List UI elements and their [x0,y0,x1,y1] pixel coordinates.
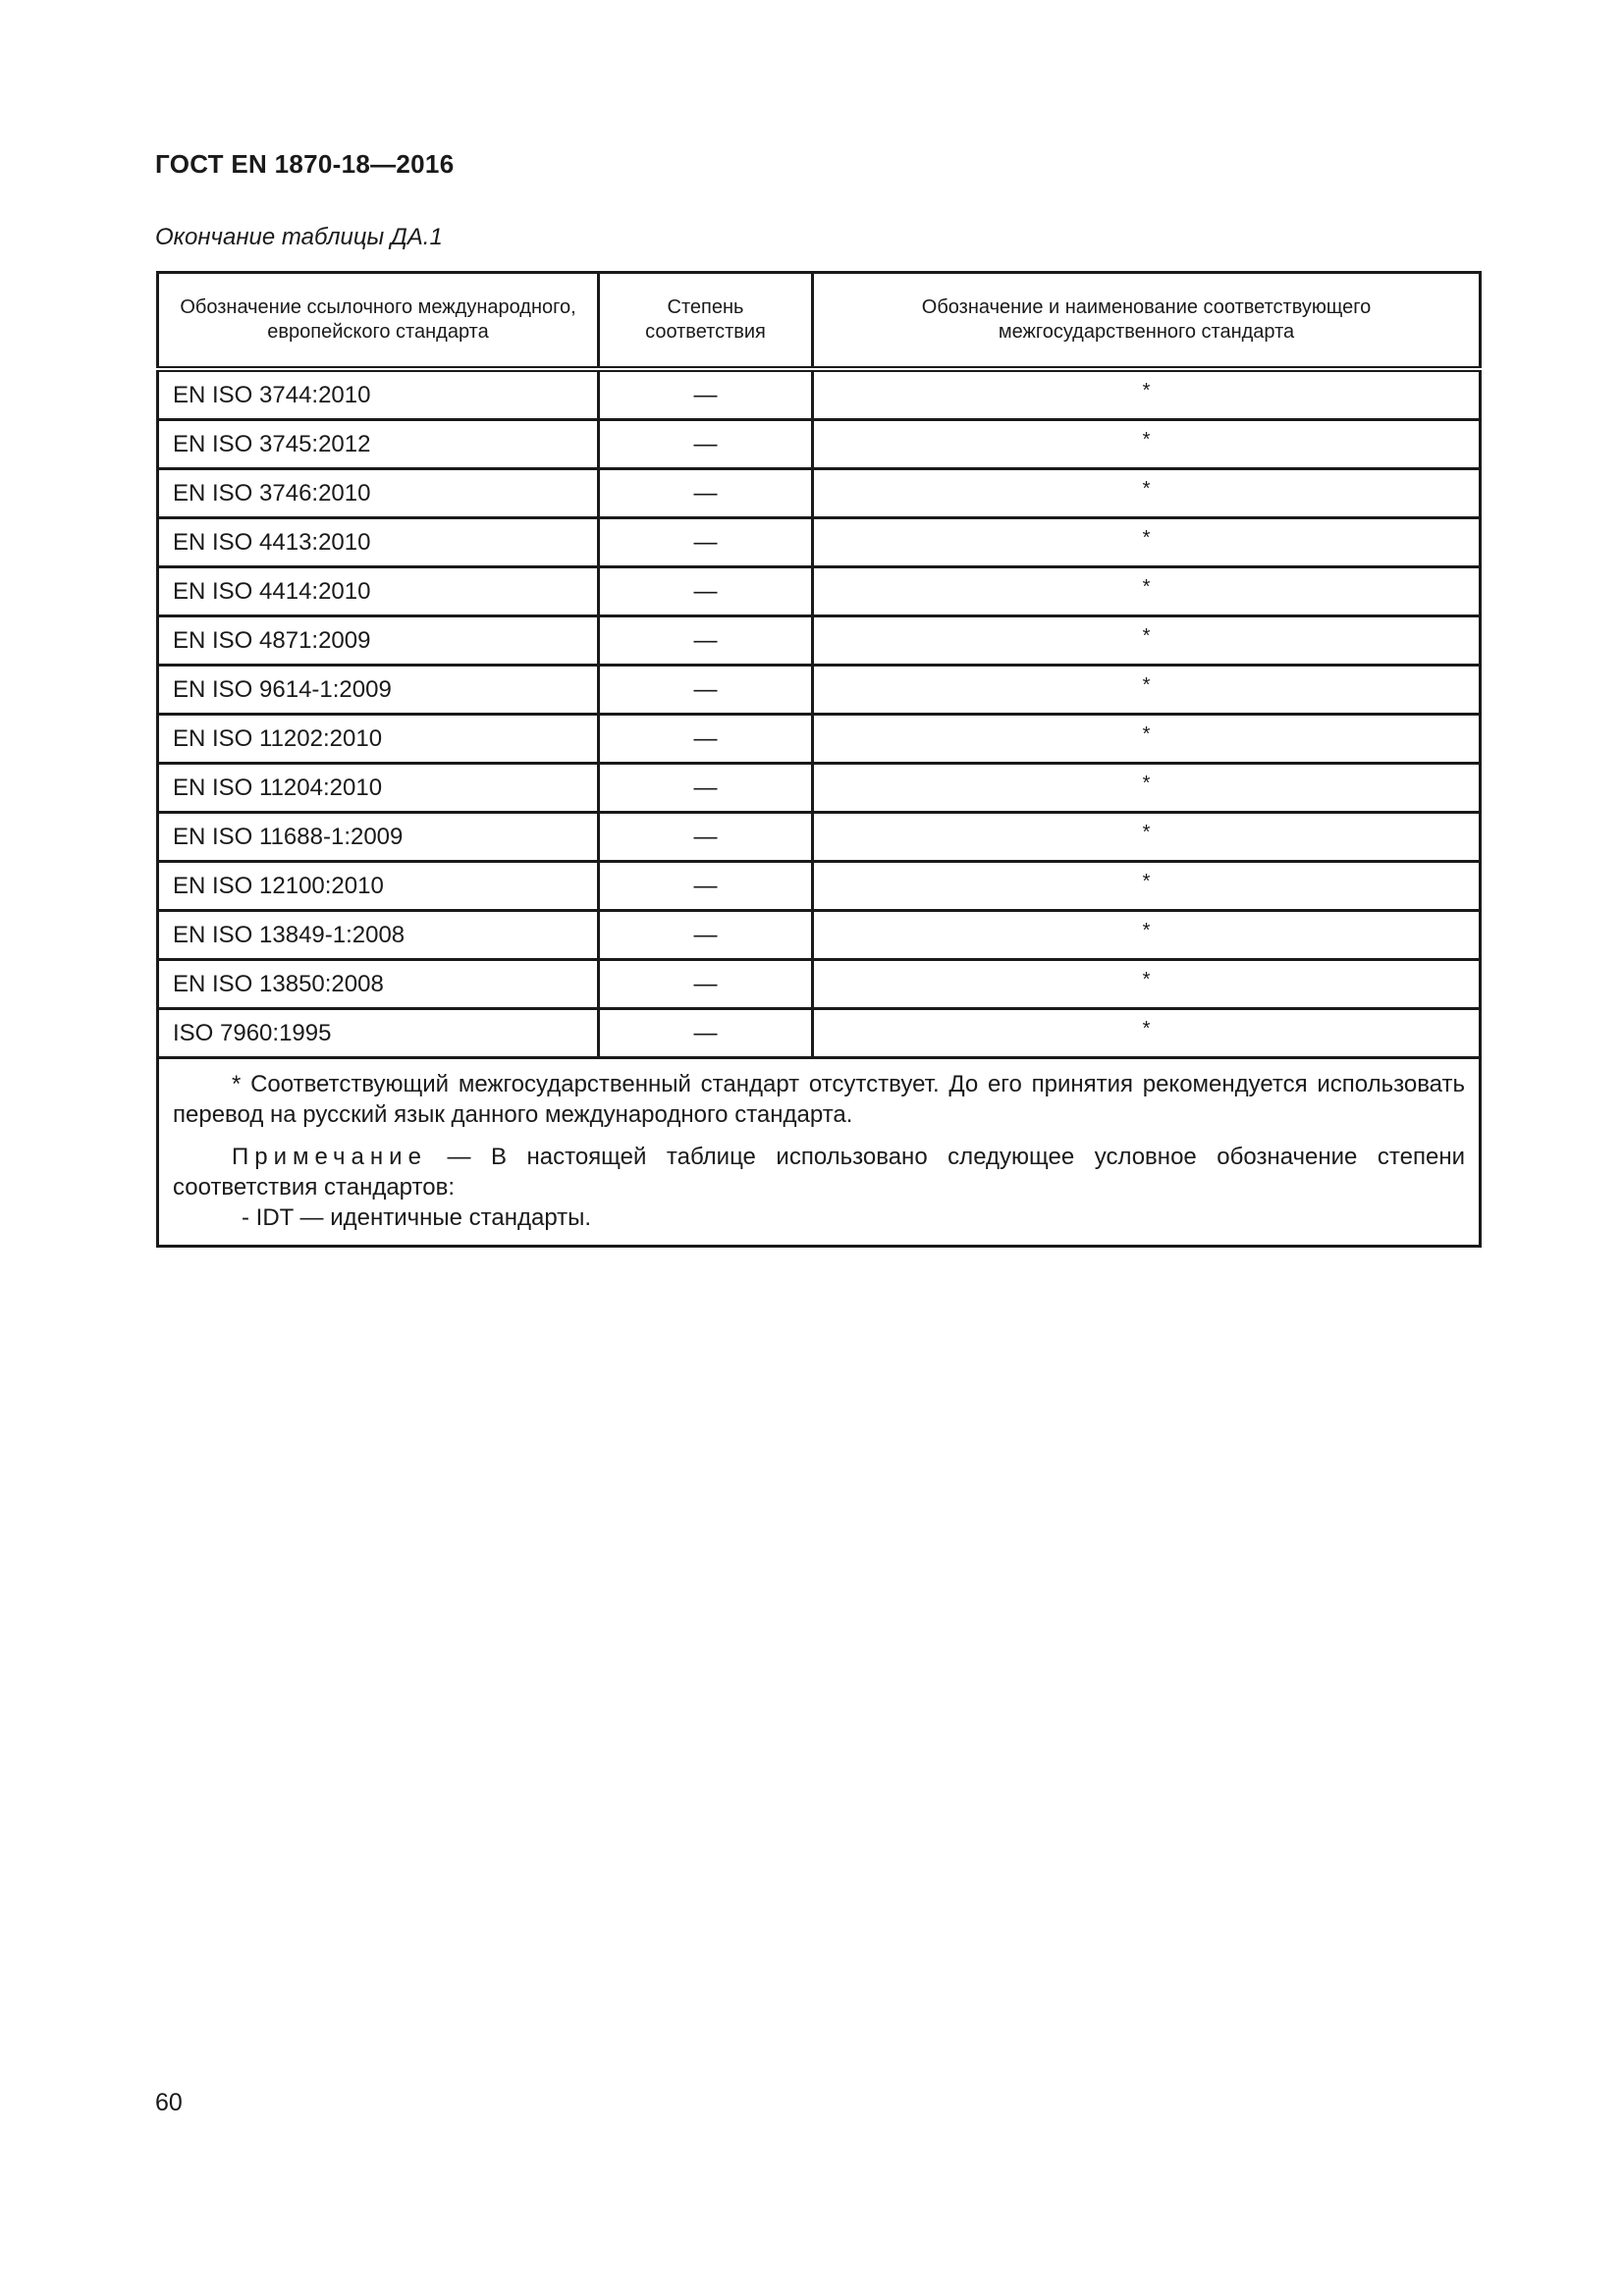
national-standard-cell: * [813,911,1481,960]
reference-standard-cell: EN ISO 11688-1:2009 [158,813,599,862]
national-standard-cell: * [813,764,1481,813]
table-row [158,715,1481,764]
degree-cell: — [599,369,813,420]
header-reference-standard: Обозначение ссылочного международного, европейского стандарта [158,273,599,370]
table-row [158,1009,1481,1058]
reference-standard-cell: EN ISO 4413:2010 [158,518,599,567]
national-standard-cell: * [813,369,1481,420]
standards-table-wrapper [156,271,1479,1248]
national-standard-cell: * [813,1009,1481,1058]
table-row [158,518,1481,567]
table-row [158,960,1481,1009]
reference-standard-cell: EN ISO 13849-1:2008 [158,911,599,960]
reference-standard-cell: EN ISO 9614-1:2009 [158,666,599,715]
national-standard-cell: * [813,715,1481,764]
reference-standard-cell: EN ISO 4871:2009 [158,616,599,666]
table-caption: Окончание таблицы ДА.1 [155,224,443,250]
document-id-header: ГОСТ EN 1870-18—2016 [155,149,455,179]
reference-standard-cell: ISO 7960:1995 [158,1009,599,1058]
degree-cell: — [599,862,813,911]
degree-cell: — [599,960,813,1009]
reference-standard-cell: EN ISO 3746:2010 [158,469,599,518]
degree-cell: — [599,518,813,567]
table-note [173,1142,1465,1202]
reference-standard-cell: EN ISO 13850:2008 [158,960,599,1009]
national-standard-cell: * [813,420,1481,469]
national-standard-cell: * [813,960,1481,1009]
table-row [158,616,1481,666]
degree-cell: — [599,469,813,518]
national-standard-cell: * [813,616,1481,666]
degree-cell: — [599,911,813,960]
table-row [158,469,1481,518]
degree-cell: — [599,567,813,616]
national-standard-cell: * [813,813,1481,862]
table-footnote-cell [158,1058,1481,1247]
table-body [158,369,1481,1247]
reference-standard-cell: EN ISO 12100:2010 [158,862,599,911]
national-standard-cell: * [813,862,1481,911]
degree-cell: — [599,616,813,666]
reference-standard-cell: EN ISO 3745:2012 [158,420,599,469]
degree-cell: — [599,420,813,469]
reference-standard-cell: EN ISO 11202:2010 [158,715,599,764]
table-row [158,666,1481,715]
table-row [158,911,1481,960]
table-header-row [158,273,1481,370]
degree-cell: — [599,1009,813,1058]
national-standard-cell: * [813,567,1481,616]
note-label: Примечание [232,1144,427,1170]
header-degree-of-correspondence: Степень соответствия [599,273,813,370]
national-standard-cell: * [813,518,1481,567]
table-row [158,567,1481,616]
table-row [158,420,1481,469]
standards-correspondence-table [156,271,1482,1248]
header-national-standard: Обозначение и наименование соответствующего межгосударственного стандарта [813,273,1481,370]
reference-standard-cell: EN ISO 4414:2010 [158,567,599,616]
degree-cell: — [599,764,813,813]
degree-cell: — [599,715,813,764]
table-row [158,369,1481,420]
national-standard-cell: * [813,666,1481,715]
page-number: 60 [155,2089,183,2116]
footnote-text: * Соответствующий межгосударственный стандарт отсутствует. До его принятия рекомендуется использовать перевод на русский язык данного международного стандарта. [173,1071,1465,1128]
degree-cell: — [599,666,813,715]
table-row [158,813,1481,862]
table-footnote-row [158,1058,1481,1247]
table-row [158,764,1481,813]
national-standard-cell: * [813,469,1481,518]
note-text: — В настоящей таблице использовано следующее условное обозначение степени соответствия стандартов: [173,1144,1465,1201]
note-list-item: - IDT — идентичные стандарты. [242,1204,592,1231]
reference-standard-cell: EN ISO 11204:2010 [158,764,599,813]
table-row [158,862,1481,911]
degree-cell: — [599,813,813,862]
reference-standard-cell: EN ISO 3744:2010 [158,369,599,420]
